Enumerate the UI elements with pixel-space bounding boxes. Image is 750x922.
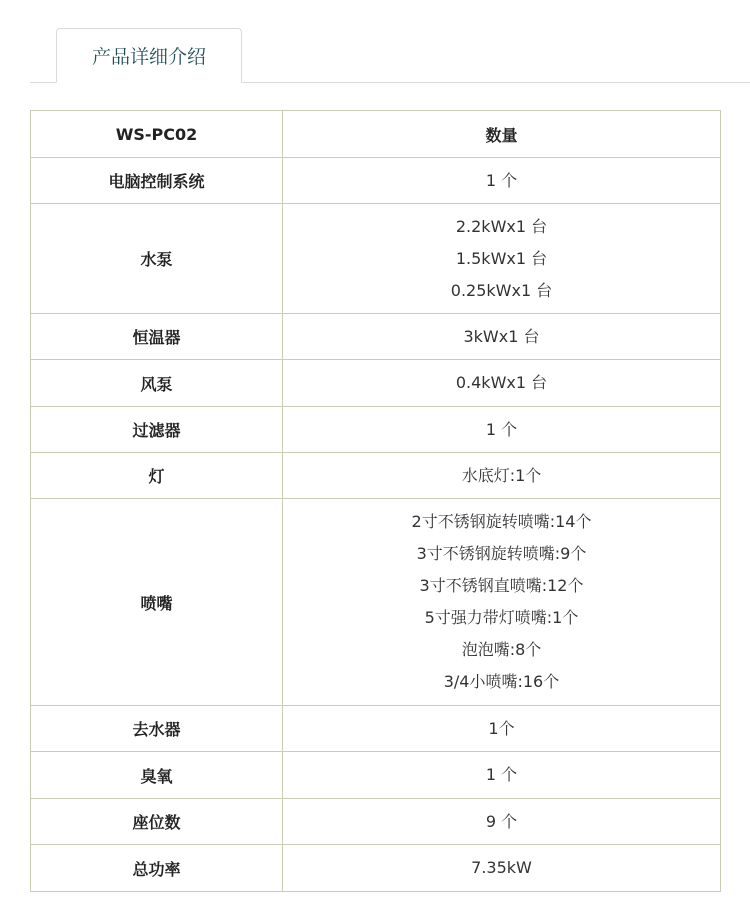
- row-value: 1 个: [283, 407, 721, 453]
- table-row: [31, 314, 721, 360]
- row-value: 2寸不锈钢旋转喷嘴:14个 3寸不锈钢旋转喷嘴:9个 3寸不锈钢直喷嘴:12个 5寸强力带灯喷嘴:1个 泡泡嘴:8个 3/4小喷嘴:16个: [283, 499, 721, 706]
- row-name: 恒温器: [31, 314, 283, 360]
- row-name: 风泵: [31, 360, 283, 407]
- table-row: [31, 204, 721, 314]
- table-header-row: [31, 111, 721, 158]
- row-value: 2.2kWx1 台 1.5kWx1 台 0.25kWx1 台: [283, 204, 721, 314]
- header-quantity: 数量: [283, 111, 721, 158]
- tab-product-details[interactable]: [56, 28, 242, 83]
- header-model: WS-PC02: [31, 111, 283, 158]
- table-row: [31, 407, 721, 453]
- row-value: 水底灯:1个: [283, 453, 721, 499]
- row-name: 总功率: [31, 845, 283, 892]
- row-name: 过滤器: [31, 407, 283, 453]
- table-row: [31, 845, 721, 892]
- table-row: [31, 453, 721, 499]
- row-value: 1 个: [283, 752, 721, 799]
- row-value: 9 个: [283, 799, 721, 845]
- row-value: 0.4kWx1 台: [283, 360, 721, 407]
- row-name: 座位数: [31, 799, 283, 845]
- spec-table: [30, 110, 721, 892]
- row-name: 去水器: [31, 706, 283, 752]
- row-name: 水泵: [31, 204, 283, 314]
- row-value: 3kWx1 台: [283, 314, 721, 360]
- row-name: 灯: [31, 453, 283, 499]
- table-row: [31, 499, 721, 706]
- row-name: 喷嘴: [31, 499, 283, 706]
- row-name: 臭氧: [31, 752, 283, 799]
- row-value: 1 个: [283, 158, 721, 204]
- table-row: [31, 752, 721, 799]
- row-name: 电脑控制系统: [31, 158, 283, 204]
- row-value: 1个: [283, 706, 721, 752]
- row-value: 7.35kW: [283, 845, 721, 892]
- tab-label: 产品详细介绍: [91, 46, 206, 68]
- table-row: [31, 360, 721, 407]
- table-row: [31, 158, 721, 204]
- table-row: [31, 706, 721, 752]
- table-row: [31, 799, 721, 845]
